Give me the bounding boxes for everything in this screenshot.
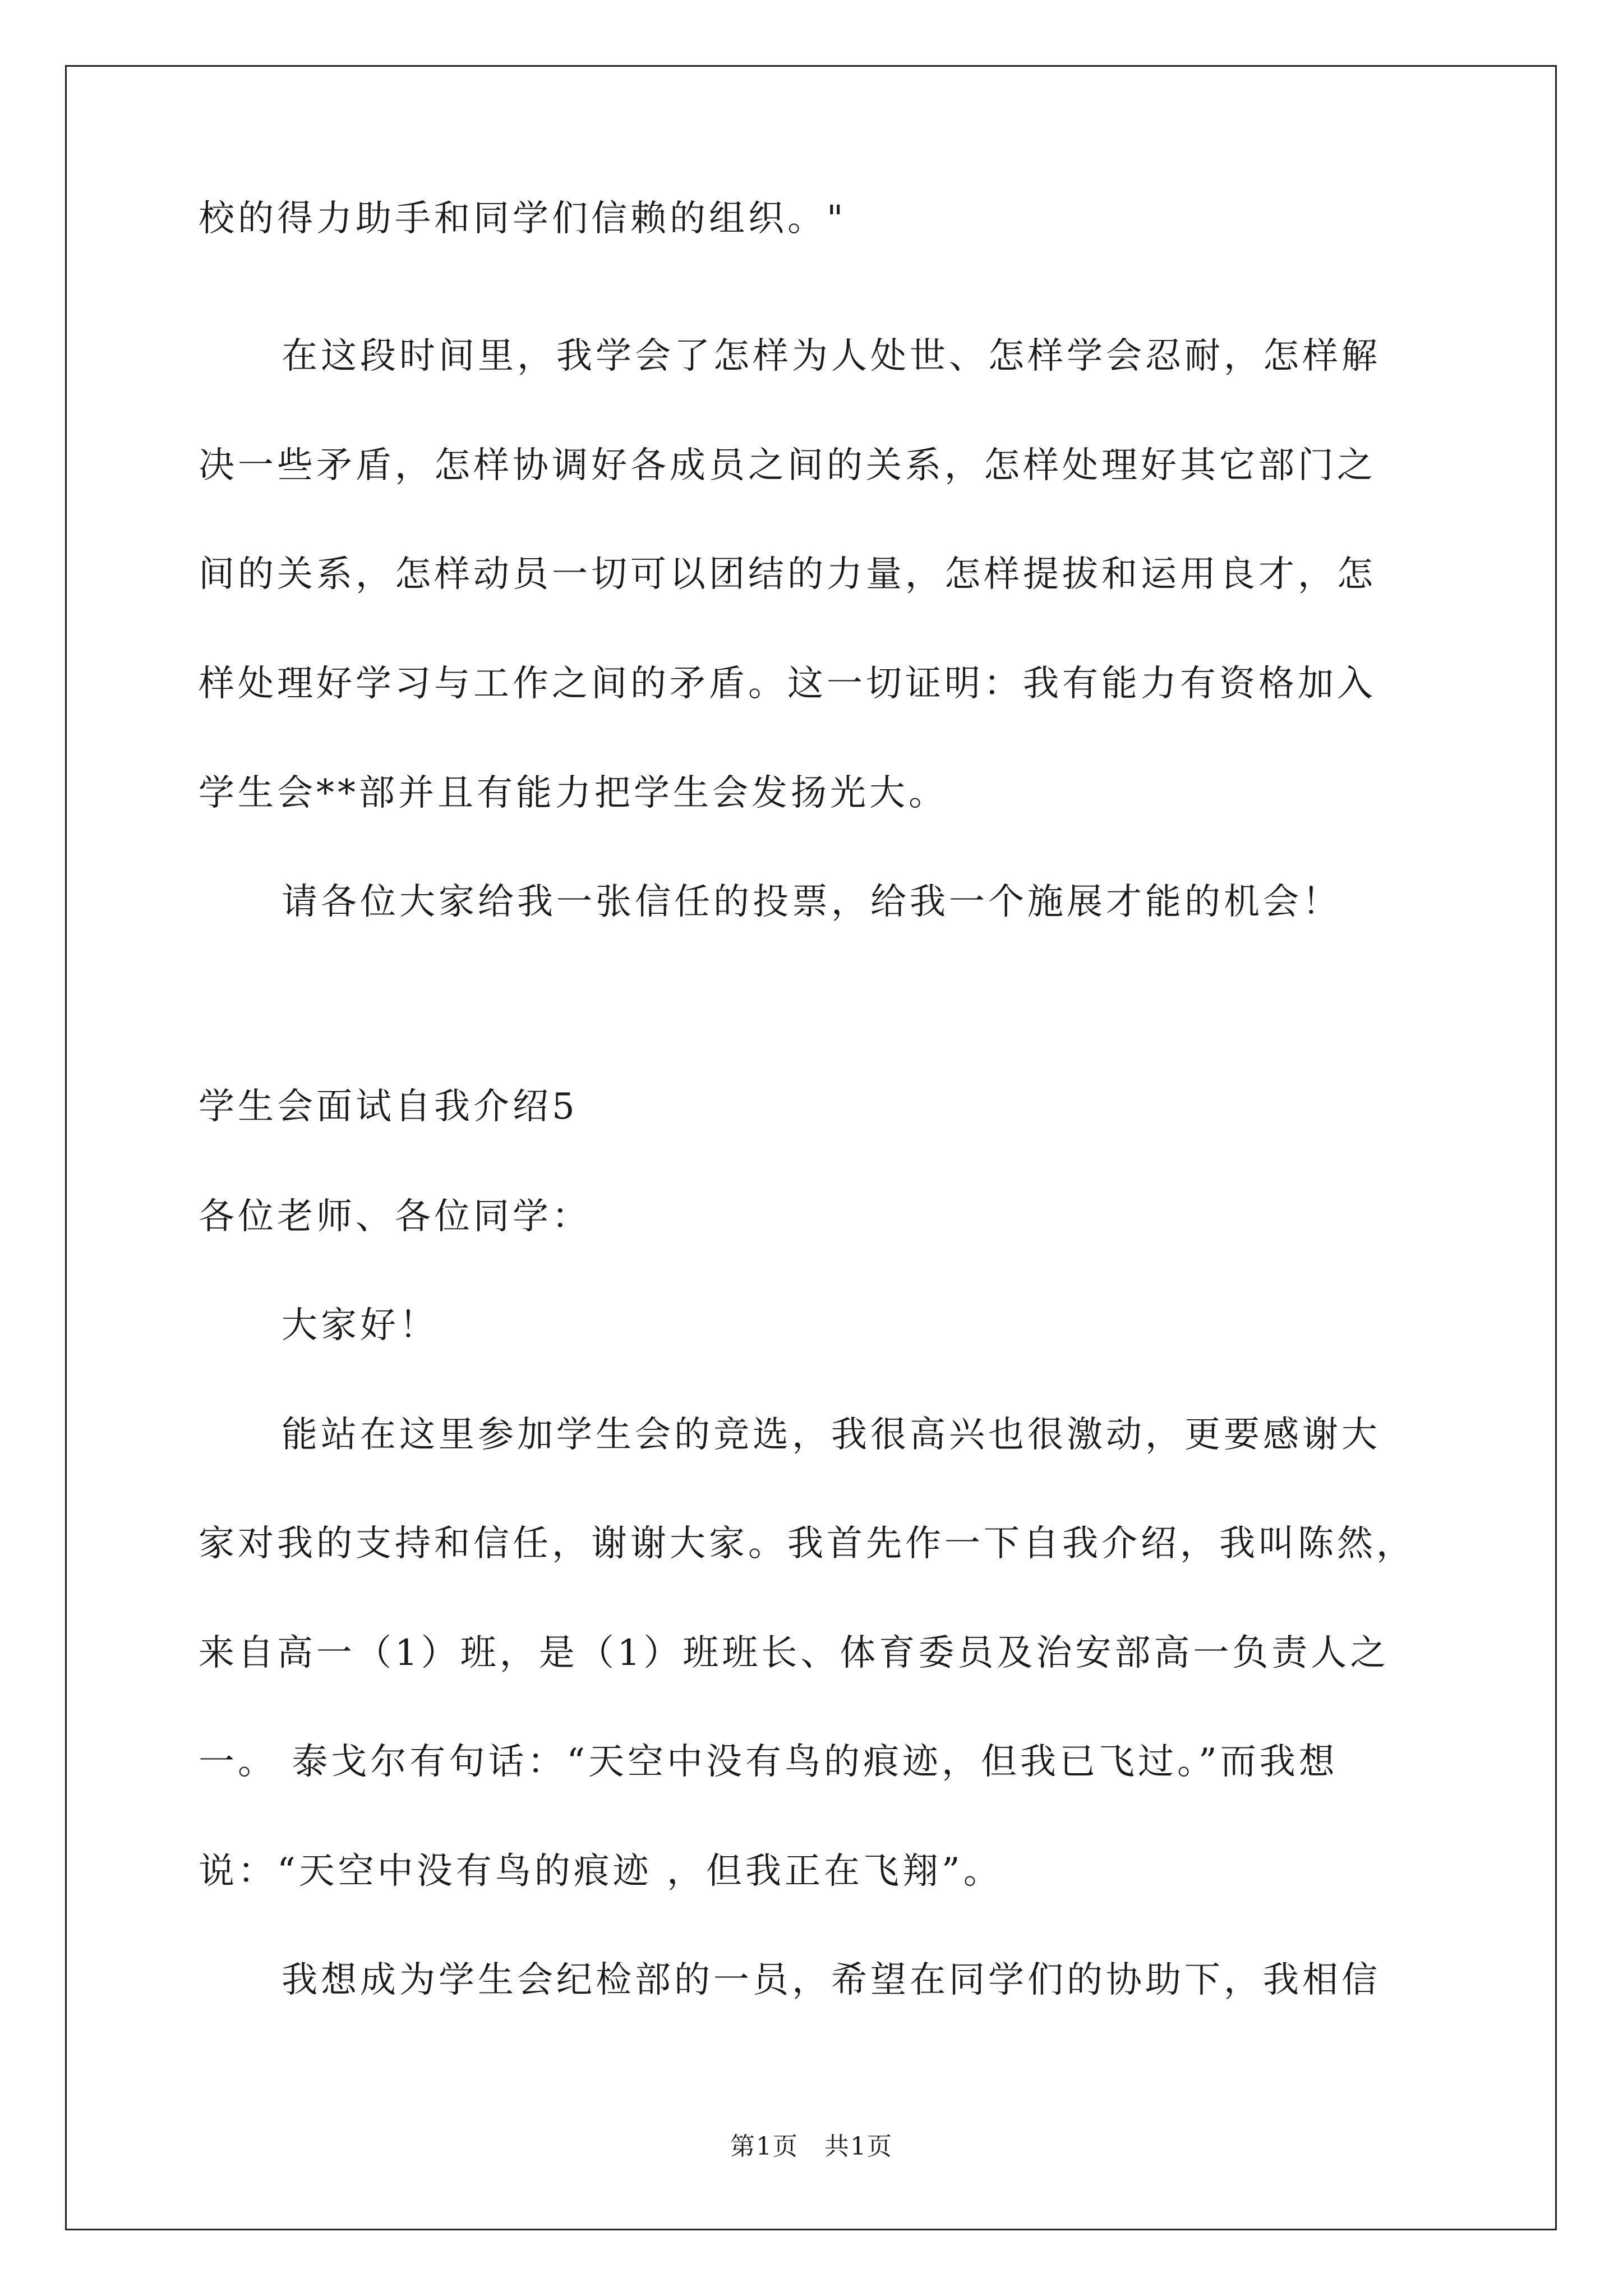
paragraph-line: 我想成为学生会纪检部的一员，希望在同学们的协助下，我相信 — [282, 1959, 1381, 2001]
text-line: 决一些矛盾，怎样协调好各成员之间的关系，怎样处理好其它部门之 — [199, 445, 1376, 486]
section-heading: 学生会面试自我介绍5 — [199, 1086, 578, 1128]
paragraph-line: 能站在这里参加学生会的竞选，我很高兴也很激动，更要感谢大 — [282, 1414, 1381, 1456]
paragraph-line: 请各位大家给我一张信任的投票，给我一个施展才能的机会！ — [282, 881, 1341, 923]
text-line: 校的得力助手和同学们信赖的组织。" — [199, 198, 847, 240]
greeting: 大家好！ — [282, 1305, 439, 1346]
text-line: 说：“天空中没有鸟的痕迹 ，但我正在飞翔”。 — [199, 1851, 1003, 1892]
paragraph-line: 在这段时间里，我学会了怎样为人处世、怎样学会忍耐，怎样解 — [282, 335, 1381, 377]
text-line: 家对我的支持和信任，谢谢大家。我首先作一下自我介绍，我叫陈然， — [199, 1523, 1415, 1565]
salutation: 各位老师、各位同学： — [199, 1196, 591, 1237]
text-line: 一。 泰戈尔有句话：“天空中没有鸟的痕迹，但我已飞过。”而我想 — [199, 1741, 1338, 1783]
text-line: 间的关系，怎样动员一切可以团结的力量，怎样提拔和运用良才，怎 — [199, 554, 1376, 595]
page-number-footer: 第1页 共1页 — [730, 2132, 893, 2161]
text-line: 来自高一（1）班，是（1）班班长、体育委员及治安部高一负责人之 — [199, 1632, 1390, 1674]
text-line: 学生会**部并且有能力把学生会发扬光大。 — [199, 772, 948, 814]
text-line: 样处理好学习与工作之间的矛盾。这一切证明：我有能力有资格加入 — [199, 663, 1376, 705]
page-border — [65, 65, 1557, 2230]
